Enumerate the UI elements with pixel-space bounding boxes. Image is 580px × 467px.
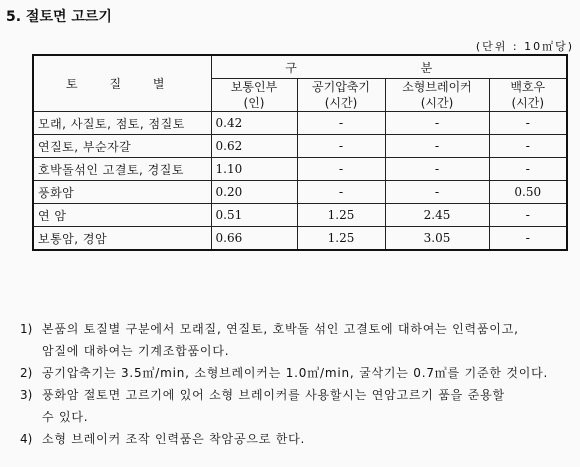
table-row: 모래, 사질토, 점토, 점질토 0.42 - - - bbox=[33, 112, 567, 135]
note-item: 1) 본품의 토질별 구분에서 모래질, 연질토, 호박돌 섞인 고결토에 대하여는 인력품이고, 암질에 대하여는 기계조합품이다. bbox=[20, 322, 519, 358]
table-row: 보통암, 경암 0.66 1.25 3.05 - bbox=[33, 227, 567, 251]
table-row: 호박돌섞인 고결토, 경질토 1.10 - - - bbox=[33, 158, 567, 181]
work-table bbox=[32, 54, 568, 251]
note-item: 3) 풍화암 절토면 고르기에 있어 소형 브레이커를 사용할시는 연암고르기 품을 준용할 수 있다. bbox=[20, 388, 505, 424]
header-soil-type: 토 질 별 bbox=[33, 55, 211, 112]
col-header-compressor: 공기압축기 (시간) bbox=[297, 79, 385, 112]
col-header-backhoe: 백호우 (시간) bbox=[489, 79, 567, 112]
table-row: 연질토, 부순자갈 0.62 - - - bbox=[33, 135, 567, 158]
header-group: 구 분 bbox=[211, 55, 567, 79]
notes-list bbox=[20, 318, 576, 450]
table-row: 풍화암 0.20 - - 0.50 bbox=[33, 181, 567, 204]
table-row: 연 암 0.51 1.25 2.45 - bbox=[33, 204, 567, 227]
note-item: 2) 공기압축기는 3.5㎥/min, 소형브레이커는 1.0㎥/min, 굴삭기는 0.7㎥를 기준한 것이다. bbox=[20, 366, 549, 380]
section-title: 5. 절토면 고르기 bbox=[6, 9, 112, 25]
col-header-breaker: 소형브레이커 (시간) bbox=[385, 79, 489, 112]
note-item: 4) 소형 브레이커 조작 인력품은 착암공으로 한다. bbox=[20, 432, 306, 446]
col-header-labor: 보통인부 (인) bbox=[211, 79, 297, 112]
unit-label: (단위 : 10㎡당) bbox=[475, 40, 574, 53]
